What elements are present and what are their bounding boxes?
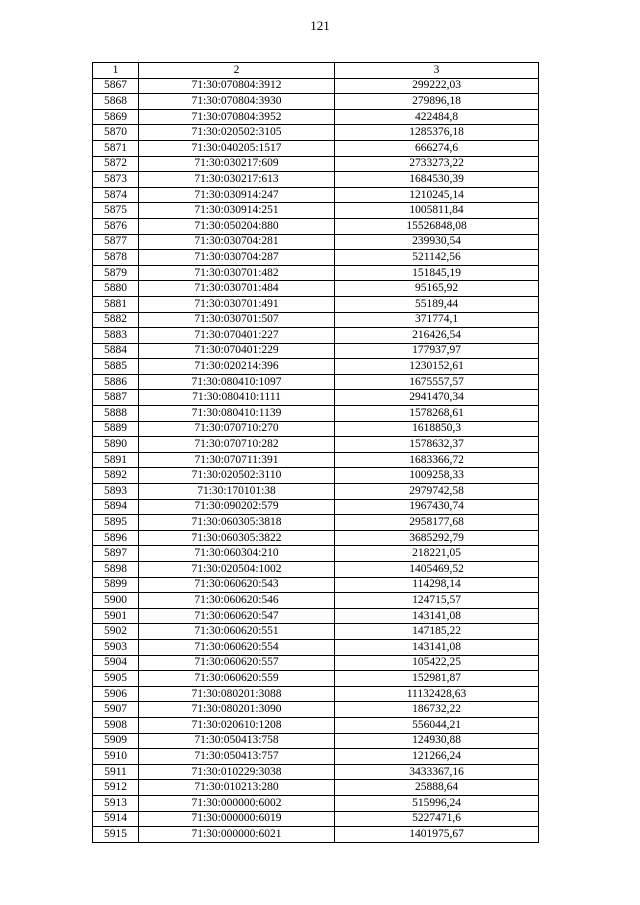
row-number: 5887 <box>93 390 139 406</box>
page-number: 121 <box>310 18 330 33</box>
cadastral-number: 71:30:070401:227 <box>139 328 335 344</box>
cadastral-table <box>92 62 539 843</box>
table-row <box>93 546 539 562</box>
cadastral-number: 71:30:060620:557 <box>139 655 335 671</box>
table-header-row <box>93 63 539 79</box>
table-row <box>93 468 539 484</box>
table-row <box>93 234 539 250</box>
cadastral-number: 71:30:070804:3930 <box>139 94 335 110</box>
cadastral-number: 71:30:030217:613 <box>139 172 335 188</box>
row-number: 5874 <box>93 187 139 203</box>
cadastral-number: 71:30:030701:507 <box>139 312 335 328</box>
row-number: 5893 <box>93 484 139 500</box>
row-number: 5914 <box>93 811 139 827</box>
table-row <box>93 608 539 624</box>
row-number: 5895 <box>93 515 139 531</box>
cadastral-value: 143141,08 <box>335 639 539 655</box>
cadastral-number: 71:30:030914:251 <box>139 203 335 219</box>
cadastral-value: 1684530,39 <box>335 172 539 188</box>
table-row <box>93 515 539 531</box>
cadastral-number: 71:30:040205:1517 <box>139 140 335 156</box>
row-number: 5877 <box>93 234 139 250</box>
row-number: 5875 <box>93 203 139 219</box>
row-number: 5869 <box>93 109 139 125</box>
cadastral-value: 1683366,72 <box>335 452 539 468</box>
cadastral-number: 71:30:030704:281 <box>139 234 335 250</box>
cadastral-number: 71:30:080410:1139 <box>139 406 335 422</box>
cadastral-value: 299222,03 <box>335 78 539 94</box>
cadastral-value: 152981,87 <box>335 671 539 687</box>
row-number: 5901 <box>93 608 139 624</box>
cadastral-number: 71:30:030701:482 <box>139 265 335 281</box>
row-number: 5870 <box>93 125 139 141</box>
cadastral-number: 71:30:030914:247 <box>139 187 335 203</box>
table-row <box>93 94 539 110</box>
table-row <box>93 218 539 234</box>
row-number: 5894 <box>93 499 139 515</box>
cadastral-number: 71:30:020504:1002 <box>139 562 335 578</box>
cadastral-number: 71:30:060620:554 <box>139 639 335 655</box>
table-row <box>93 811 539 827</box>
row-number: 5872 <box>93 156 139 172</box>
table-row <box>93 359 539 375</box>
table-row <box>93 639 539 655</box>
cadastral-number: 71:30:080410:1111 <box>139 390 335 406</box>
table-row <box>93 421 539 437</box>
row-number: 5878 <box>93 250 139 266</box>
cadastral-number: 71:30:030701:491 <box>139 296 335 312</box>
table-row <box>93 296 539 312</box>
cadastral-number: 71:30:000000:6021 <box>139 827 335 843</box>
table-row <box>93 484 539 500</box>
row-number: 5882 <box>93 312 139 328</box>
cadastral-value: 143141,08 <box>335 608 539 624</box>
cadastral-value: 124930,88 <box>335 733 539 749</box>
cadastral-value: 55189,44 <box>335 296 539 312</box>
cadastral-number: 71:30:060620:559 <box>139 671 335 687</box>
row-number: 5911 <box>93 764 139 780</box>
cadastral-value: 1578268,61 <box>335 406 539 422</box>
row-number: 5915 <box>93 827 139 843</box>
cadastral-value: 2979742,58 <box>335 484 539 500</box>
cadastral-number: 71:30:070401:229 <box>139 343 335 359</box>
cadastral-number: 71:30:000000:6019 <box>139 811 335 827</box>
cadastral-number: 71:30:050413:758 <box>139 733 335 749</box>
cadastral-value: 521142,56 <box>335 250 539 266</box>
cadastral-value: 114298,14 <box>335 577 539 593</box>
cadastral-number: 71:30:070710:282 <box>139 437 335 453</box>
table-row <box>93 624 539 640</box>
row-number: 5902 <box>93 624 139 640</box>
cadastral-value: 3685292,79 <box>335 530 539 546</box>
table-row <box>93 655 539 671</box>
cadastral-number: 71:30:060620:547 <box>139 608 335 624</box>
table-row <box>93 437 539 453</box>
cadastral-value: 1967430,74 <box>335 499 539 515</box>
cadastral-number: 71:30:010213:280 <box>139 780 335 796</box>
table-row <box>93 250 539 266</box>
cadastral-number: 71:30:030704:287 <box>139 250 335 266</box>
table-row <box>93 530 539 546</box>
cadastral-number: 71:30:060620:551 <box>139 624 335 640</box>
row-number: 5900 <box>93 593 139 609</box>
cadastral-value: 1285376,18 <box>335 125 539 141</box>
cadastral-number: 71:30:080201:3090 <box>139 702 335 718</box>
table-row <box>93 281 539 297</box>
column-header-3: 3 <box>335 63 539 79</box>
cadastral-value: 1009258,33 <box>335 468 539 484</box>
cadastral-number: 71:30:080201:3088 <box>139 686 335 702</box>
cadastral-value: 216426,54 <box>335 328 539 344</box>
row-number: 5905 <box>93 671 139 687</box>
row-number: 5883 <box>93 328 139 344</box>
table-row <box>93 671 539 687</box>
cadastral-value: 1401975,67 <box>335 827 539 843</box>
row-number: 5906 <box>93 686 139 702</box>
cadastral-number: 71:30:070804:3912 <box>139 78 335 94</box>
cadastral-number: 71:30:060620:546 <box>139 593 335 609</box>
row-number: 5909 <box>93 733 139 749</box>
cadastral-value: 2941470,34 <box>335 390 539 406</box>
table-row <box>93 406 539 422</box>
cadastral-number: 71:30:020214:396 <box>139 359 335 375</box>
cadastral-number: 71:30:030701:484 <box>139 281 335 297</box>
cadastral-value: 1210245,14 <box>335 187 539 203</box>
row-number: 5907 <box>93 702 139 718</box>
table-row <box>93 125 539 141</box>
cadastral-number: 71:30:020502:3105 <box>139 125 335 141</box>
table-row <box>93 109 539 125</box>
table-row <box>93 827 539 843</box>
table-row <box>93 780 539 796</box>
cadastral-value: 1405469,52 <box>335 562 539 578</box>
row-number: 5873 <box>93 172 139 188</box>
row-number: 5908 <box>93 717 139 733</box>
cadastral-value: 1005811,84 <box>335 203 539 219</box>
table-row <box>93 172 539 188</box>
column-header-2: 2 <box>139 63 335 79</box>
row-number: 5868 <box>93 94 139 110</box>
table-row <box>93 562 539 578</box>
cadastral-number: 71:30:170101:38 <box>139 484 335 500</box>
table-row <box>93 717 539 733</box>
cadastral-value: 95165,92 <box>335 281 539 297</box>
table-row <box>93 390 539 406</box>
cadastral-value: 371774,1 <box>335 312 539 328</box>
cadastral-value: 666274,6 <box>335 140 539 156</box>
row-number: 5885 <box>93 359 139 375</box>
row-number: 5897 <box>93 546 139 562</box>
cadastral-number: 71:30:020502:3110 <box>139 468 335 484</box>
cadastral-number: 71:30:070804:3952 <box>139 109 335 125</box>
table-row <box>93 203 539 219</box>
cadastral-value: 556044,21 <box>335 717 539 733</box>
row-number: 5890 <box>93 437 139 453</box>
cadastral-number: 71:30:070711:391 <box>139 452 335 468</box>
cadastral-value: 151845,19 <box>335 265 539 281</box>
cadastral-number: 71:30:060620:543 <box>139 577 335 593</box>
cadastral-value: 177937,97 <box>335 343 539 359</box>
cadastral-number: 71:30:000000:6002 <box>139 795 335 811</box>
cadastral-value: 1578632,37 <box>335 437 539 453</box>
table-row <box>93 795 539 811</box>
cadastral-value: 186732,22 <box>335 702 539 718</box>
cadastral-value: 218221,05 <box>335 546 539 562</box>
column-header-1: 1 <box>93 63 139 79</box>
row-number: 5871 <box>93 140 139 156</box>
table-row <box>93 140 539 156</box>
table-row <box>93 593 539 609</box>
table-row <box>93 374 539 390</box>
cadastral-value: 15526848,08 <box>335 218 539 234</box>
row-number: 5912 <box>93 780 139 796</box>
row-number: 5913 <box>93 795 139 811</box>
cadastral-value: 1230152,61 <box>335 359 539 375</box>
row-number: 5881 <box>93 296 139 312</box>
cadastral-number: 71:30:080410:1097 <box>139 374 335 390</box>
row-number: 5867 <box>93 78 139 94</box>
cadastral-value: 1618850,3 <box>335 421 539 437</box>
table-row <box>93 156 539 172</box>
cadastral-value: 105422,25 <box>335 655 539 671</box>
cadastral-number: 71:30:030217:609 <box>139 156 335 172</box>
table-row <box>93 702 539 718</box>
row-number: 5910 <box>93 749 139 765</box>
cadastral-number: 71:30:050413:757 <box>139 749 335 765</box>
cadastral-value: 2733273,22 <box>335 156 539 172</box>
row-number: 5879 <box>93 265 139 281</box>
table-row <box>93 499 539 515</box>
cadastral-value: 121266,24 <box>335 749 539 765</box>
cadastral-number: 71:30:060305:3822 <box>139 530 335 546</box>
cadastral-value: 239930,54 <box>335 234 539 250</box>
table-row <box>93 749 539 765</box>
row-number: 5892 <box>93 468 139 484</box>
cadastral-value: 124715,57 <box>335 593 539 609</box>
table-row <box>93 328 539 344</box>
table-row <box>93 78 539 94</box>
cadastral-number: 71:30:070710:270 <box>139 421 335 437</box>
row-number: 5903 <box>93 639 139 655</box>
cadastral-value: 11132428,63 <box>335 686 539 702</box>
table-row <box>93 343 539 359</box>
cadastral-value: 25888,64 <box>335 780 539 796</box>
cadastral-value: 147185,22 <box>335 624 539 640</box>
cadastral-value: 2958177,68 <box>335 515 539 531</box>
cadastral-number: 71:30:020610:1208 <box>139 717 335 733</box>
cadastral-value: 279896,18 <box>335 94 539 110</box>
table-row <box>93 452 539 468</box>
row-number: 5886 <box>93 374 139 390</box>
row-number: 5891 <box>93 452 139 468</box>
table-row <box>93 686 539 702</box>
cadastral-number: 71:30:010229:3038 <box>139 764 335 780</box>
cadastral-number: 71:30:090202:579 <box>139 499 335 515</box>
row-number: 5898 <box>93 562 139 578</box>
cadastral-value: 1675557,57 <box>335 374 539 390</box>
table-body <box>93 78 539 842</box>
table-row <box>93 577 539 593</box>
cadastral-number: 71:30:050204:880 <box>139 218 335 234</box>
cadastral-value: 422484,8 <box>335 109 539 125</box>
row-number: 5876 <box>93 218 139 234</box>
row-number: 5888 <box>93 406 139 422</box>
cadastral-value: 515996,24 <box>335 795 539 811</box>
row-number: 5904 <box>93 655 139 671</box>
row-number: 5884 <box>93 343 139 359</box>
table-row <box>93 733 539 749</box>
table-row <box>93 265 539 281</box>
row-number: 5880 <box>93 281 139 297</box>
cadastral-number: 71:30:060304:210 <box>139 546 335 562</box>
cadastral-value: 5227471,6 <box>335 811 539 827</box>
cadastral-number: 71:30:060305:3818 <box>139 515 335 531</box>
row-number: 5896 <box>93 530 139 546</box>
cadastral-value: 3433367,16 <box>335 764 539 780</box>
table-row <box>93 187 539 203</box>
table-row <box>93 764 539 780</box>
row-number: 5899 <box>93 577 139 593</box>
table-row <box>93 312 539 328</box>
row-number: 5889 <box>93 421 139 437</box>
